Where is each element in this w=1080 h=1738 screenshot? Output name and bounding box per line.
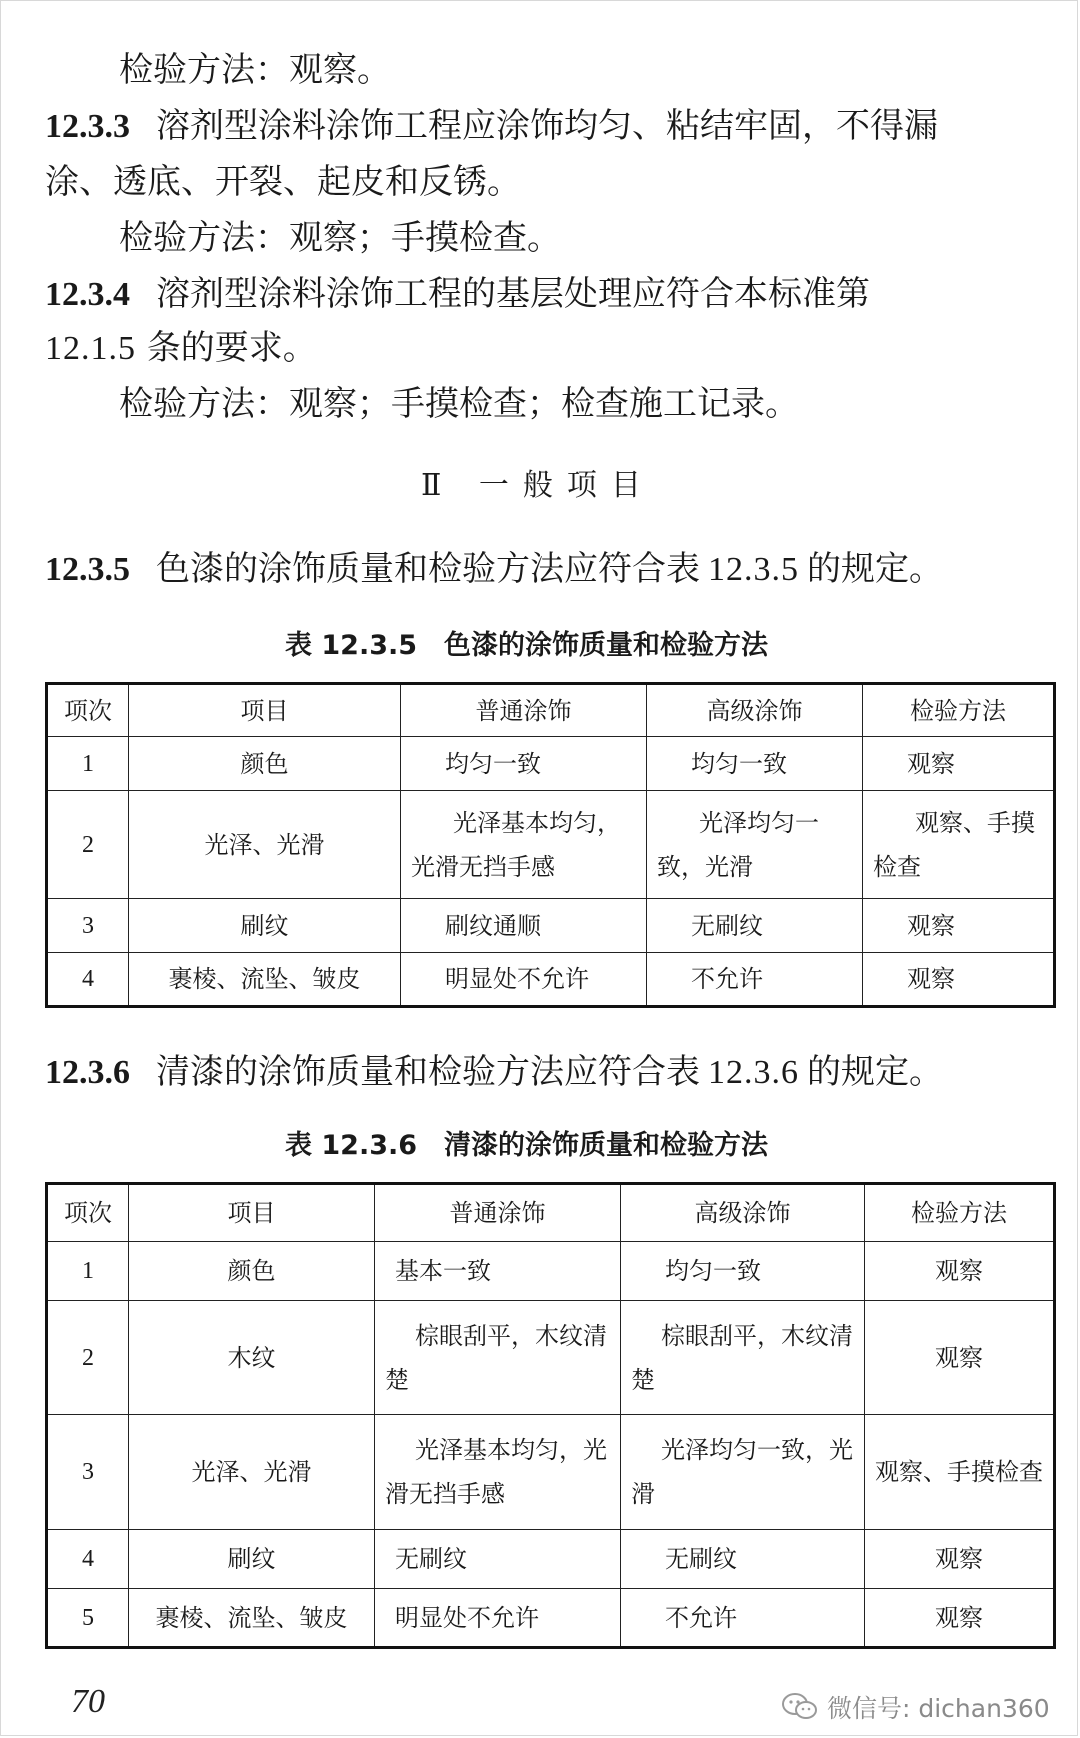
inspection-method-line: 检验方法：观察；手摸检查；检查施工记录。 bbox=[119, 384, 799, 424]
method-cell: 观察 bbox=[863, 737, 1055, 791]
header-cell: 项次 bbox=[47, 684, 129, 737]
row-index: 2 bbox=[47, 791, 129, 899]
item-cell: 颜色 bbox=[129, 737, 401, 791]
item-cell: 光泽、光滑 bbox=[129, 1415, 375, 1530]
clause-text: 的规定。 bbox=[807, 1052, 943, 1092]
method-cell: 观察、手摸检查 bbox=[863, 791, 1055, 899]
method-cell: 观察、手摸检查 bbox=[865, 1415, 1055, 1530]
table-row bbox=[47, 899, 1055, 953]
premium-finish-cell: 无刷纹 bbox=[647, 899, 863, 953]
section-heading: Ⅱ 一般项目 bbox=[421, 468, 655, 503]
header-cell: 检验方法 bbox=[863, 684, 1055, 737]
row-index: 2 bbox=[47, 1301, 129, 1415]
normal-finish-cell: 基本一致 bbox=[375, 1242, 621, 1301]
watermark bbox=[781, 1689, 1050, 1725]
clause-12-3-4 bbox=[45, 274, 870, 314]
row-index: 3 bbox=[47, 899, 129, 953]
normal-finish-cell: 无刷纹 bbox=[375, 1530, 621, 1589]
table-row bbox=[47, 1242, 1055, 1301]
inspection-method-line: 检验方法：观察；手摸检查。 bbox=[119, 218, 561, 258]
clause-text: 的规定。 bbox=[807, 549, 943, 589]
table-row bbox=[47, 1530, 1055, 1589]
premium-finish-cell: 不允许 bbox=[647, 953, 863, 1007]
coating-quality-table-clear-varnish bbox=[45, 1182, 1056, 1649]
coating-quality-table-colored-paint bbox=[45, 682, 1056, 1008]
clause-text: 溶剂型涂料涂饰工程应涂饰均匀、粘结牢固，不得漏 bbox=[156, 106, 938, 146]
header-cell: 普通涂饰 bbox=[375, 1184, 621, 1242]
item-cell: 木纹 bbox=[129, 1301, 375, 1415]
header-cell: 项次 bbox=[47, 1184, 129, 1242]
row-index: 1 bbox=[47, 737, 129, 791]
clause-text: 溶剂型涂料涂饰工程的基层处理应符合本标准第 bbox=[156, 274, 870, 314]
inspection-method-line: 检验方法：观察。 bbox=[119, 50, 391, 90]
clause-12-3-4-continuation bbox=[45, 328, 317, 368]
method-cell: 观察 bbox=[863, 899, 1055, 953]
header-cell: 项目 bbox=[129, 1184, 375, 1242]
normal-finish-cell: 明显处不允许 bbox=[375, 1589, 621, 1648]
clause-12-3-3-continuation: 涂、透底、开裂、起皮和反锈。 bbox=[45, 162, 521, 202]
clause-12-3-6 bbox=[45, 1052, 943, 1092]
clause-number: 12.3.6 bbox=[45, 1054, 130, 1091]
premium-finish-cell: 均匀一致 bbox=[647, 737, 863, 791]
table-reference: 12.3.6 bbox=[708, 1054, 799, 1091]
item-cell: 刷纹 bbox=[129, 1530, 375, 1589]
row-index: 5 bbox=[47, 1589, 129, 1648]
table-row bbox=[47, 1589, 1055, 1648]
normal-finish-cell: 光泽基本均匀，光滑无挡手感 bbox=[401, 791, 647, 899]
table-row bbox=[47, 1415, 1055, 1530]
page-number: 70 bbox=[71, 1683, 105, 1720]
normal-finish-cell: 光泽基本均匀，光滑无挡手感 bbox=[375, 1415, 621, 1530]
item-cell: 颜色 bbox=[129, 1242, 375, 1301]
clause-number: 12.3.4 bbox=[45, 276, 130, 313]
premium-finish-cell: 棕眼刮平，木纹清楚 bbox=[621, 1301, 865, 1415]
table-row bbox=[47, 953, 1055, 1007]
normal-finish-cell: 明显处不允许 bbox=[401, 953, 647, 1007]
row-index: 4 bbox=[47, 953, 129, 1007]
item-cell: 裹棱、流坠、皱皮 bbox=[129, 953, 401, 1007]
premium-finish-cell: 光泽均匀一致，光滑 bbox=[647, 791, 863, 899]
clause-number: 12.3.5 bbox=[45, 551, 130, 588]
row-index: 3 bbox=[47, 1415, 129, 1530]
clause-12-3-5 bbox=[45, 549, 943, 589]
clause-text: 清漆的涂饰质量和检验方法应符合表 bbox=[156, 1052, 700, 1092]
clause-number: 12.3.3 bbox=[45, 108, 130, 145]
reference-number: 12.1.5 bbox=[45, 330, 136, 367]
header-cell: 高级涂饰 bbox=[647, 684, 863, 737]
normal-finish-cell: 棕眼刮平，木纹清楚 bbox=[375, 1301, 621, 1415]
header-cell: 高级涂饰 bbox=[621, 1184, 865, 1242]
table-header-row bbox=[47, 684, 1055, 737]
item-cell: 光泽、光滑 bbox=[129, 791, 401, 899]
clause-text: 色漆的涂饰质量和检验方法应符合表 bbox=[156, 549, 700, 589]
header-cell: 普通涂饰 bbox=[401, 684, 647, 737]
table-row bbox=[47, 791, 1055, 899]
row-index: 1 bbox=[47, 1242, 129, 1301]
row-index: 4 bbox=[47, 1530, 129, 1589]
method-cell: 观察 bbox=[865, 1589, 1055, 1648]
method-cell: 观察 bbox=[865, 1242, 1055, 1301]
item-cell: 裹棱、流坠、皱皮 bbox=[129, 1589, 375, 1648]
clause-12-3-3 bbox=[45, 106, 938, 146]
table-caption: 表 12.3.6 清漆的涂饰质量和检验方法 bbox=[285, 1130, 769, 1161]
watermark-text: 微信号: dichan360 bbox=[827, 1694, 1050, 1723]
normal-finish-cell: 均匀一致 bbox=[401, 737, 647, 791]
normal-finish-cell: 刷纹通顺 bbox=[401, 899, 647, 953]
clause-text: 条的要求。 bbox=[146, 328, 317, 368]
table-row bbox=[47, 737, 1055, 791]
table-caption: 表 12.3.5 色漆的涂饰质量和检验方法 bbox=[285, 630, 769, 661]
method-cell: 观察 bbox=[865, 1530, 1055, 1589]
premium-finish-cell: 不允许 bbox=[621, 1589, 865, 1648]
table-reference: 12.3.5 bbox=[708, 551, 799, 588]
table-row bbox=[47, 1301, 1055, 1415]
item-cell: 刷纹 bbox=[129, 899, 401, 953]
premium-finish-cell: 均匀一致 bbox=[621, 1242, 865, 1301]
header-cell: 项目 bbox=[129, 684, 401, 737]
premium-finish-cell: 无刷纹 bbox=[621, 1530, 865, 1589]
table-header-row bbox=[47, 1184, 1055, 1242]
premium-finish-cell: 光泽均匀一致，光滑 bbox=[621, 1415, 865, 1530]
method-cell: 观察 bbox=[865, 1301, 1055, 1415]
header-cell: 检验方法 bbox=[865, 1184, 1055, 1242]
method-cell: 观察 bbox=[863, 953, 1055, 1007]
wechat-icon bbox=[781, 1692, 819, 1722]
